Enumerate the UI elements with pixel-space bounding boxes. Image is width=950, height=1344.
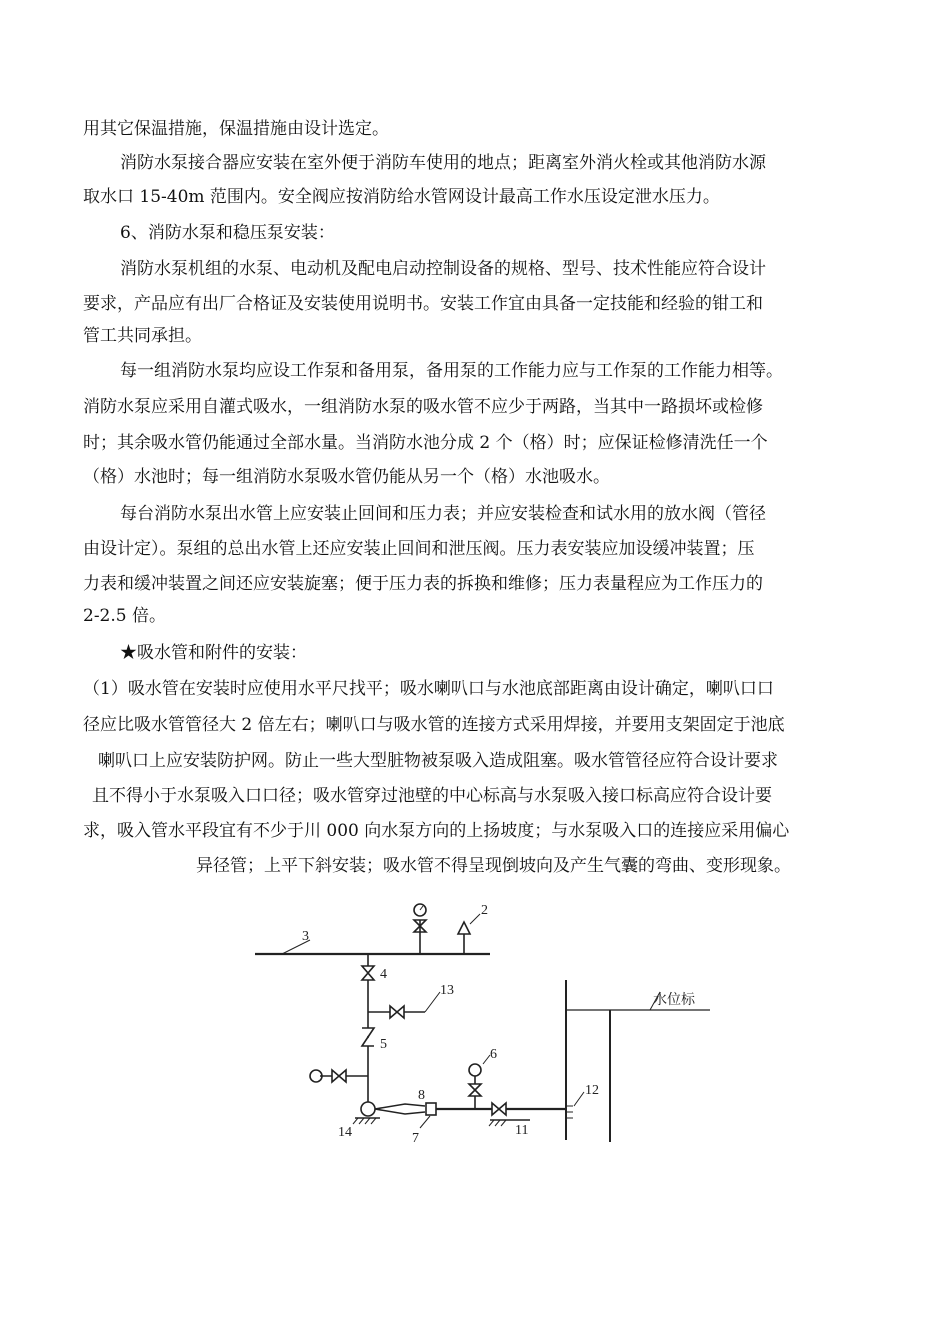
section-heading: ★吸水管和附件的安装： xyxy=(120,643,307,663)
text-line: 径应比吸水管管径大 2 倍左右；喇叭口与吸水管的连接方式采用焊接，并要用支架固定于池底 xyxy=(83,715,785,735)
label-11: 11 xyxy=(515,1123,529,1138)
flexible-joint-icon xyxy=(426,1103,436,1115)
label-13: 13 xyxy=(440,983,454,998)
text-line: 求，吸入管水平段宜有不少于川 000 向水泵方向的上扬坡度；与水泵吸入口的连接应采用偏心 xyxy=(83,821,790,841)
label-6: 6 xyxy=(490,1047,497,1062)
text-line: 消防水泵接合器应安装在室外便于消防车使用的地点；距离室外消火栓或其他消防水源 xyxy=(120,153,766,173)
suction-valve-icon xyxy=(492,1103,506,1115)
pump-installation-diagram xyxy=(240,880,710,1160)
text-line: 管工共同承担。 xyxy=(83,326,202,346)
pump-icon xyxy=(361,1102,375,1116)
check-valve-icon xyxy=(362,1028,374,1046)
text-line: 取水口 15-40m 范围内。安全阀应按消防给水管网设计最高工作水压设定泄水压力。 xyxy=(83,187,720,207)
label-7: 7 xyxy=(412,1131,419,1146)
label-12: 12 xyxy=(585,1083,599,1098)
text-line: 异径管；上平下斜安装；吸水管不得呈现倒坡向及产生气囊的弯曲、变形现象。 xyxy=(196,856,791,876)
relief-valve-icon xyxy=(458,922,470,934)
text-line: （1）吸水管在安装时应使用水平尺找平；吸水喇叭口与水池底部距离由设计确定，喇叭口口 xyxy=(83,679,774,699)
text-line: 力表和缓冲装置之间还应安装旋塞；便于压力表的拆换和维修；压力表量程应为工作压力的 xyxy=(83,574,763,594)
gauge-valve-icon xyxy=(469,1084,481,1096)
label-8: 8 xyxy=(418,1088,425,1103)
text-line: 喇叭口上应安装防护网。防止一些大型脏物被泵吸入造成阻塞。吸水管管径应符合设计要求 xyxy=(98,751,778,771)
text-line: 消防水泵机组的水泵、电动机及配电启动控制设备的规格、型号、技术性能应符合设计 xyxy=(120,259,766,279)
gauge-valve-icon xyxy=(332,1070,346,1082)
text-line: 时；其余吸水管仍能通过全部水量。当消防水池分成 2 个（格）时；应保证检修清洗任一个 xyxy=(83,433,768,453)
water-level-label: 水位标 xyxy=(653,993,695,1008)
label-5: 5 xyxy=(380,1037,387,1052)
text-line: 消防水泵应采用自灌式吸水，一组消防水泵的吸水管不应少于两路，当其中一路损坏或检修 xyxy=(83,397,763,417)
gate-valve-icon xyxy=(362,966,374,980)
label-3: 3 xyxy=(302,929,309,944)
label-4: 4 xyxy=(380,967,387,982)
text-line: 由设计定）。泵组的总出水管上还应安装止回间和泄压阀。压力表安装应加设缓冲装置；压 xyxy=(83,539,755,559)
text-line: （格）水池时；每一组消防水泵吸水管仍能从另一个（格）水池吸水。 xyxy=(83,467,610,487)
text-line: 且不得小于水泵吸入口口径；吸水管穿过池壁的中心标高与水泵吸入接口标高应符合设计要 xyxy=(92,786,772,806)
drain-valve-icon xyxy=(390,1006,404,1018)
label-14: 14 xyxy=(338,1125,352,1140)
pressure-gauge-icon xyxy=(469,1064,481,1076)
text-line: 每一组消防水泵均应设工作泵和备用泵，备用泵的工作能力应与工作泵的工作能力相等。 xyxy=(120,361,783,381)
section-heading: 6、消防水泵和稳压泵安装： xyxy=(120,223,335,243)
text-line: 每台消防水泵出水管上应安装止回间和压力表；并应安装检查和试水用的放水阀（管径 xyxy=(120,504,766,524)
text-line: 2-2.5 倍。 xyxy=(83,606,166,626)
text-line: 用其它保温措施，保温措施由设计选定。 xyxy=(83,119,389,139)
label-2: 2 xyxy=(481,903,488,918)
text-line: 要求，产品应有出厂合格证及安装使用说明书。安装工作宜由具备一定技能和经验的钳工和 xyxy=(83,294,763,314)
